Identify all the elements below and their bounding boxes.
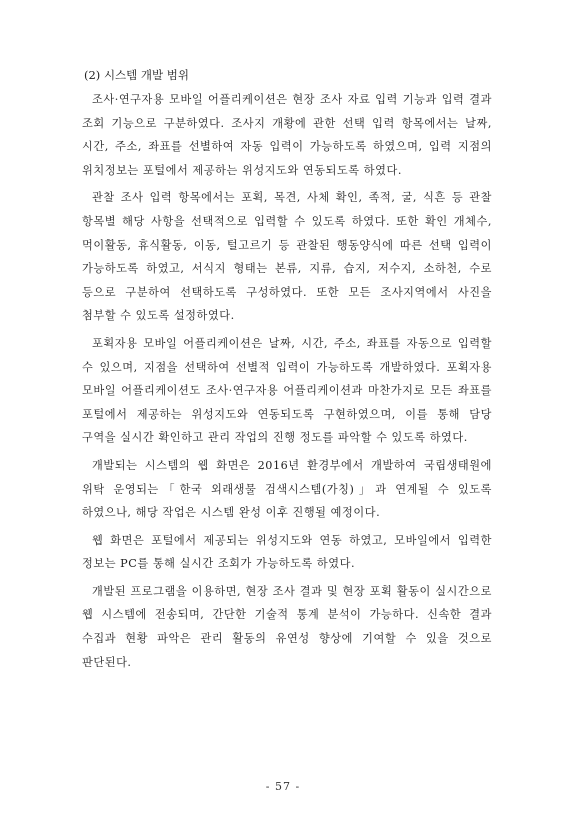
paragraph-observation-items: 관찰 조사 입력 항목에서는 포획, 목견, 사체 확인, 족적, 굴, 식흔 등 관찰 항목별 해당 사항을 선택적으로 입력할 수 있도록 하였다. 또한 확인 개체수, 먹이활동, 휴식활동, 이동, 털고르기 등 관찰된 행동양식에 따른 선택 입력이 가능하도록 하였고, 서식지 형태는 본류, 지류, 습지, 저수지, 소하천, 수로 등으로 구분하여 선택하도록 구성하였다. 또한 모든 조사지역에서 사진을 첨부할 수 있도록 설정하였다. [82, 191, 492, 323]
section-heading: (2) 시스템 개발 범위 [84, 68, 190, 82]
paragraph-mobile-app-researchers: 조사·연구자용 모바일 어플리케이션은 현장 조사 자료 입력 기능과 입력 결과 조회 기능으로 구분하였다. 조사지 개황에 관한 선택 입력 항목에서는 날짜, 시간, 주소, 좌표를 선별하여 자동 입력이 가능하도록 하였으며, 입력 지점의 위치정보는 포털에서 제공하는 위성지도와 연동되도록 하였다. [82, 93, 492, 177]
paragraph-web-screen: 웹 화면은 포털에서 제공되는 위성지도와 연동 하였고, 모바일에서 입력한 정보는 PC를 통해 실시간 조회가 가능하도록 하였다. [82, 533, 492, 571]
page-number: - 57 - [265, 780, 301, 793]
paragraph-web-system-link: 개발되는 시스템의 웹 화면은 2016년 환경부에서 개발하여 국립생태원에 위탁 운영되는「한국 외래생물 검색시스템(가칭)」과 연계될 수 있도록 하였으나, 해당 작업은 시스템 완성 이후 진행될 예정이다. [82, 458, 492, 520]
paragraph-mobile-app-trappers: 포획자용 모바일 어플리케이션은 날짜, 시간, 주소, 좌표를 자동으로 입력할 수 있으며, 지점을 선택하여 선별적 입력이 가능하도록 개발하였다. 포획자용 모바일 어플리케이션도 조사·연구자용 어플리케이션과 마찬가지로 모든 좌표를 포털에서 제공하는 위성지도와 연동되도록 구현하였으며, 이를 통해 담당 구역을 실시간 확인하고 관리 작업의 진행 정도를 파악할 수 있도록 하였다. [82, 336, 492, 445]
paragraph-conclusion: 개발된 프로그램을 이용하면, 현장 조사 결과 및 현장 포획 활동이 실시간으로 웹 시스템에 전송되며, 간단한 기술적 통계 분석이 가능하다. 신속한 결과 수집과 현황 파악은 관리 활동의 유연성 향상에 기여할 수 있을 것으로 판단된다. [82, 584, 492, 669]
document-body [82, 62, 492, 674]
